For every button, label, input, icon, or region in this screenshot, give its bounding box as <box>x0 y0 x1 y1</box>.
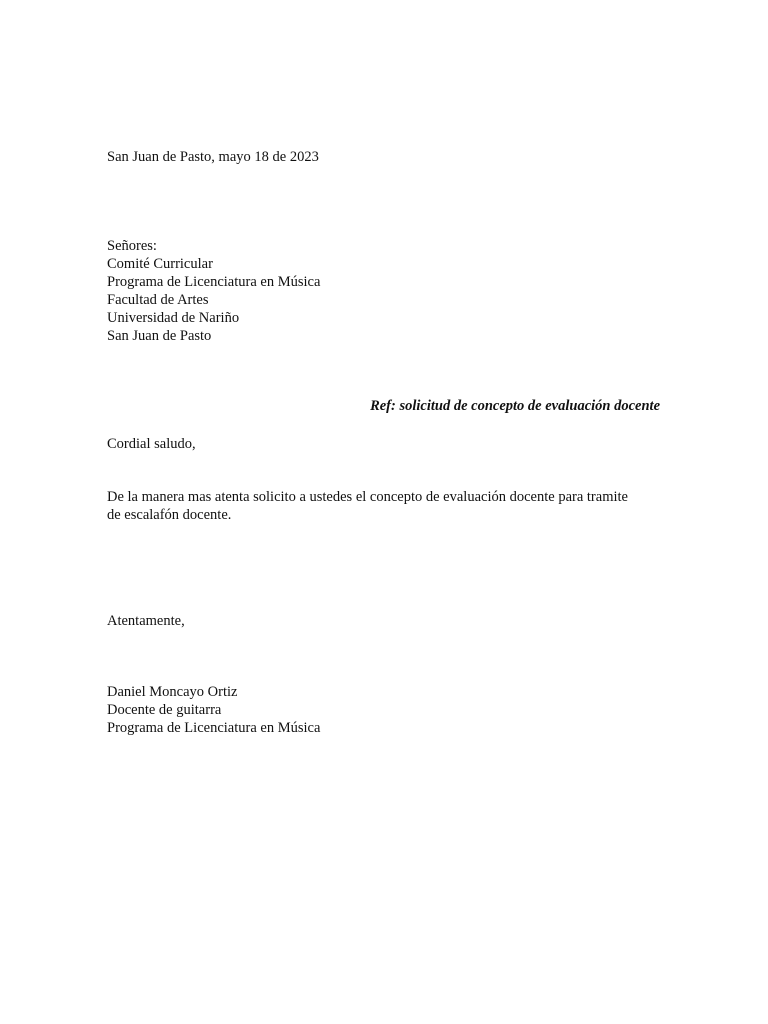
recipient-salutation: Señores: <box>107 238 157 254</box>
signature-name: Daniel Moncayo Ortiz <box>107 684 238 700</box>
date-line: San Juan de Pasto, mayo 18 de 2023 <box>107 149 319 165</box>
closing <box>107 612 185 630</box>
closing-line: Atentamente, <box>107 613 185 629</box>
reference-line: Ref: solicitud de concepto de evaluación docente <box>370 398 660 414</box>
recipient-faculty: Facultad de Artes <box>107 292 209 308</box>
recipient-committee: Comité Curricular <box>107 256 213 272</box>
recipient-program: Programa de Licenciatura en Música <box>107 274 321 290</box>
recipient-block <box>107 237 320 345</box>
body-line-2: de escalafón docente. <box>107 507 232 523</box>
recipient-city: San Juan de Pasto <box>107 328 212 344</box>
signature-program: Programa de Licenciatura en Música <box>107 720 321 736</box>
body-line-1: De la manera mas atenta solicito a ustedes el concepto de evaluación docente para tramite <box>107 489 628 505</box>
signature-block <box>107 683 320 737</box>
recipient-university: Universidad de Nariño <box>107 310 240 326</box>
signature-title: Docente de guitarra <box>107 702 222 718</box>
letter-date <box>107 148 319 166</box>
greeting-line: Cordial saludo, <box>107 436 196 452</box>
greeting <box>107 435 196 453</box>
letter-body <box>107 488 667 524</box>
